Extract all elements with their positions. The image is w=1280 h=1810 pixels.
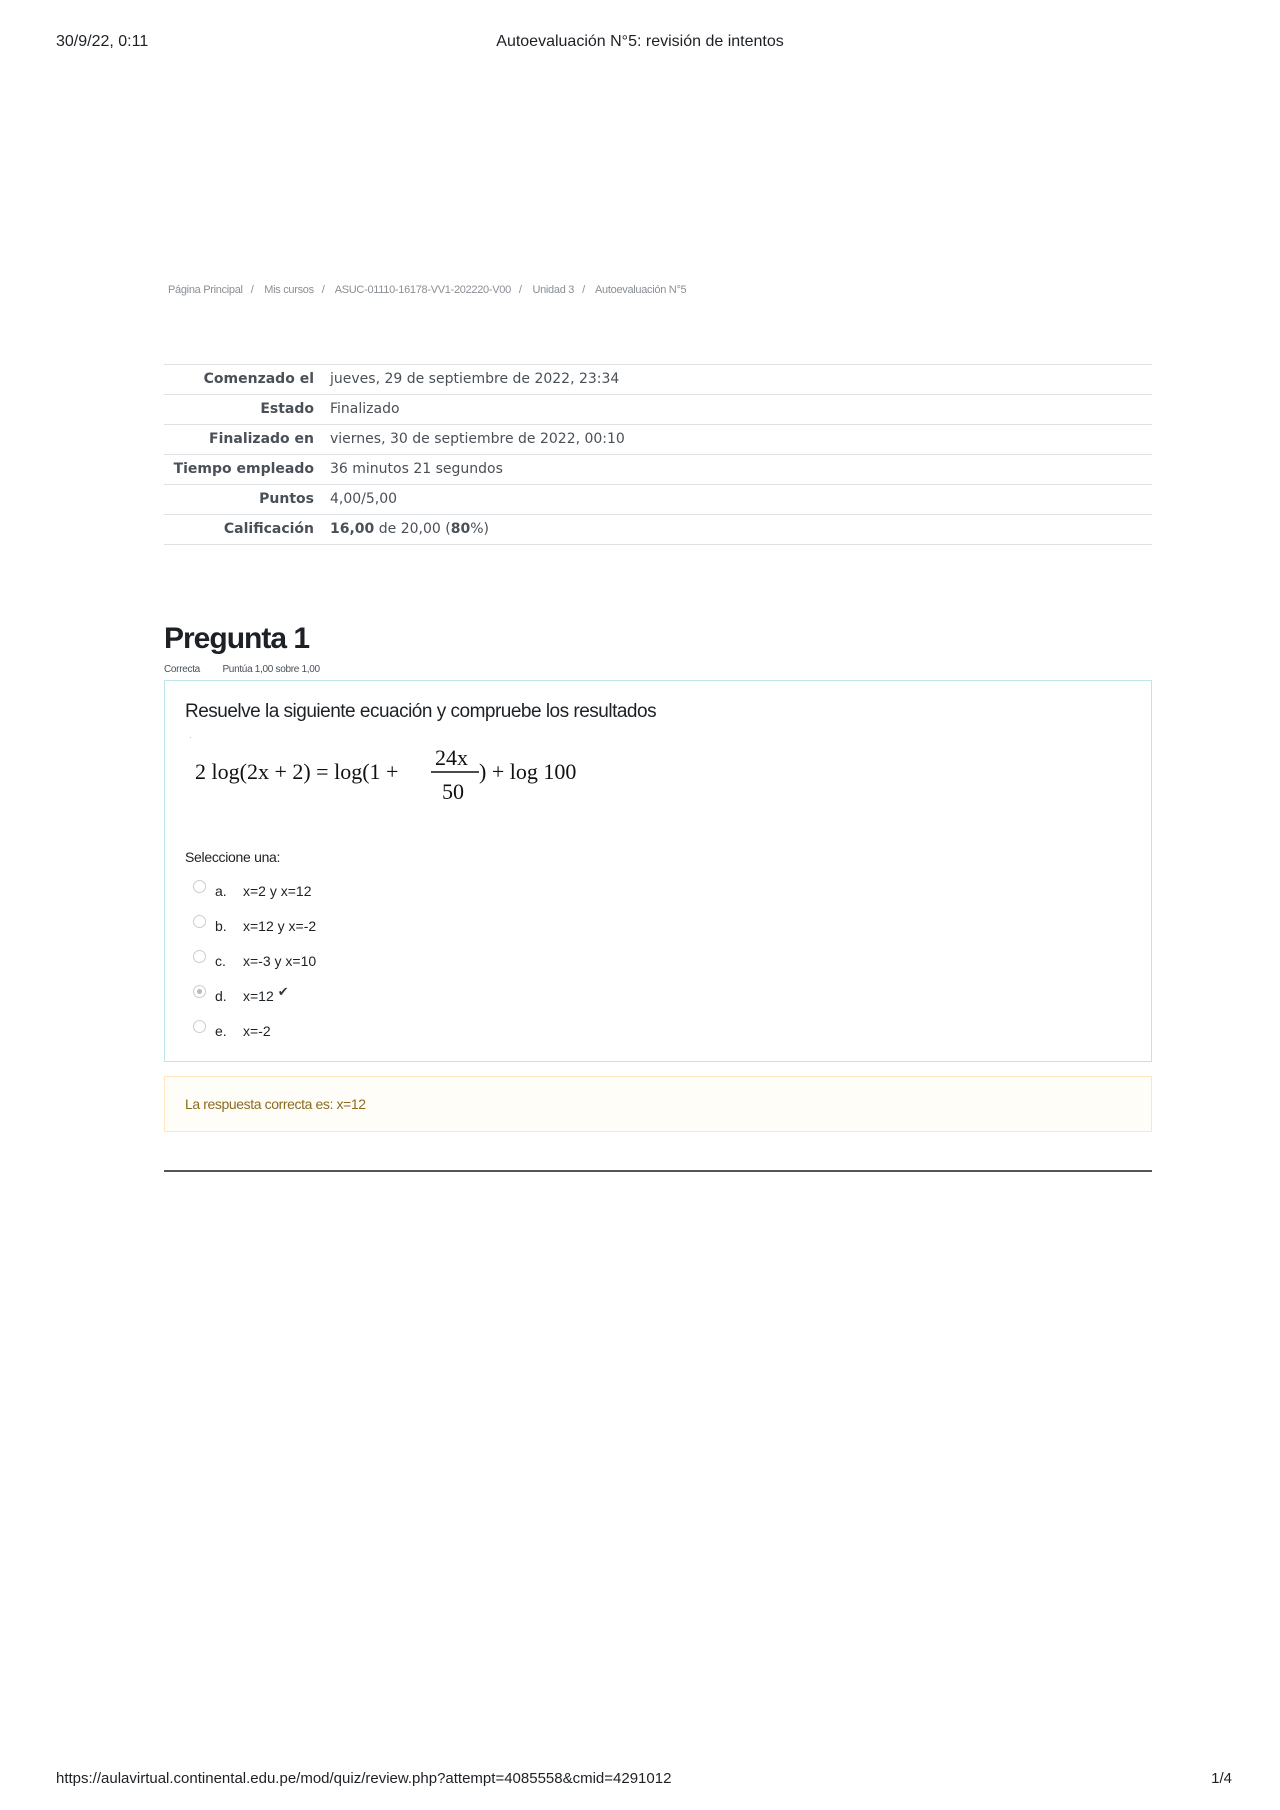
question-text: Resuelve la siguiente ecuación y compruebe los resultados [185, 701, 657, 722]
summary-row-time [164, 455, 1152, 485]
points-value: 4,00/5,00 [322, 485, 1152, 515]
state-label: Estado [164, 395, 322, 425]
grade-label: Calificación [164, 515, 322, 545]
summary-row-grade [164, 515, 1152, 545]
breadcrumb-course[interactable]: ASUC-01110-16178-VV1-202220-V00 [334, 284, 511, 296]
radio-a[interactable] [193, 880, 206, 893]
question-heading: Pregunta 1 [164, 622, 310, 655]
time-value: 36 minutos 21 segundos [322, 455, 1152, 485]
question-content-box [164, 680, 1152, 1062]
radio-d-selected[interactable] [193, 985, 206, 998]
radio-e[interactable] [193, 1020, 206, 1033]
attempt-summary-table [164, 364, 1152, 545]
answer-letter: c. [215, 952, 226, 969]
correct-check-icon: ✔ [277, 983, 289, 999]
points-label: Puntos [164, 485, 322, 515]
breadcrumb: Página Principal / Mis cursos / ASUC-01110-16178-VV1-202220-V00 / Unidad 3 / Autoevaluación N°5 [168, 284, 687, 296]
equation-image [195, 743, 615, 805]
answer-letter: a. [215, 882, 227, 899]
radio-b[interactable] [193, 915, 206, 928]
summary-row-state [164, 395, 1152, 425]
answer-option-d[interactable] [193, 978, 316, 1013]
answer-letter: d. [215, 987, 227, 1004]
print-url: https://aulavirtual.continental.edu.pe/mod/quiz/review.php?attempt=4085558&cmid=4291012 [56, 1770, 672, 1787]
grade-middle: de 20,00 ( [374, 521, 451, 537]
answer-text: x=2 y x=12 [243, 882, 312, 899]
equation-denominator: 50 [442, 779, 464, 804]
answer-option-b[interactable] [193, 908, 316, 943]
started-label: Comenzado el [164, 365, 322, 395]
answer-text: x=12 y x=-2 [243, 917, 317, 934]
radio-c[interactable] [193, 950, 206, 963]
finished-label: Finalizado en [164, 425, 322, 455]
grade-value [322, 515, 1152, 545]
answer-text: x=-3 y x=10 [243, 952, 317, 969]
answer-option-c[interactable] [193, 943, 316, 978]
time-label: Tiempo empleado [164, 455, 322, 485]
answer-option-a[interactable] [193, 873, 316, 908]
finished-value: viernes, 30 de septiembre de 2022, 00:10 [322, 425, 1152, 455]
question-score: Puntúa 1,00 sobre 1,00 [222, 664, 320, 675]
answer-option-e[interactable] [193, 1013, 316, 1048]
breadcrumb-my-courses[interactable]: Mis cursos [264, 284, 314, 296]
question-status: Correcta [164, 664, 200, 675]
grade-end: %) [470, 521, 489, 537]
answer-options [193, 873, 316, 1048]
print-page-title: Autoevaluación N°5: revisión de intentos [496, 33, 784, 50]
question-tiny-mark: · [189, 733, 192, 742]
started-value: jueves, 29 de septiembre de 2022, 23:34 [322, 365, 1152, 395]
grade-score: 16,00 [330, 521, 375, 537]
select-one-label: Seleccione una: [185, 849, 281, 865]
answer-letter: e. [215, 1022, 227, 1039]
grade-percent: 80 [450, 521, 471, 537]
print-page-number: 1/4 [1211, 1770, 1232, 1787]
breadcrumb-home[interactable]: Página Principal [168, 284, 243, 296]
equation-lhs: 2 log(2x + 2) = log(1 + [195, 759, 399, 784]
state-value: Finalizado [322, 395, 1152, 425]
correct-answer-feedback [164, 1076, 1152, 1132]
feedback-text: La respuesta correcta es: x=12 [185, 1096, 366, 1112]
answer-text: x=12 [243, 987, 274, 1004]
summary-row-finished [164, 425, 1152, 455]
answer-letter: b. [215, 917, 227, 934]
breadcrumb-quiz[interactable]: Autoevaluación N°5 [595, 284, 687, 296]
equation-rhs: ) + log 100 [479, 759, 577, 784]
print-date: 30/9/22, 0:11 [56, 33, 149, 50]
question-info [164, 664, 320, 675]
section-divider [164, 1170, 1152, 1172]
summary-row-points [164, 485, 1152, 515]
answer-text: x=-2 [243, 1022, 271, 1039]
breadcrumb-unit[interactable]: Unidad 3 [532, 284, 575, 296]
equation-numerator: 24x [435, 745, 468, 770]
summary-row-started [164, 365, 1152, 395]
